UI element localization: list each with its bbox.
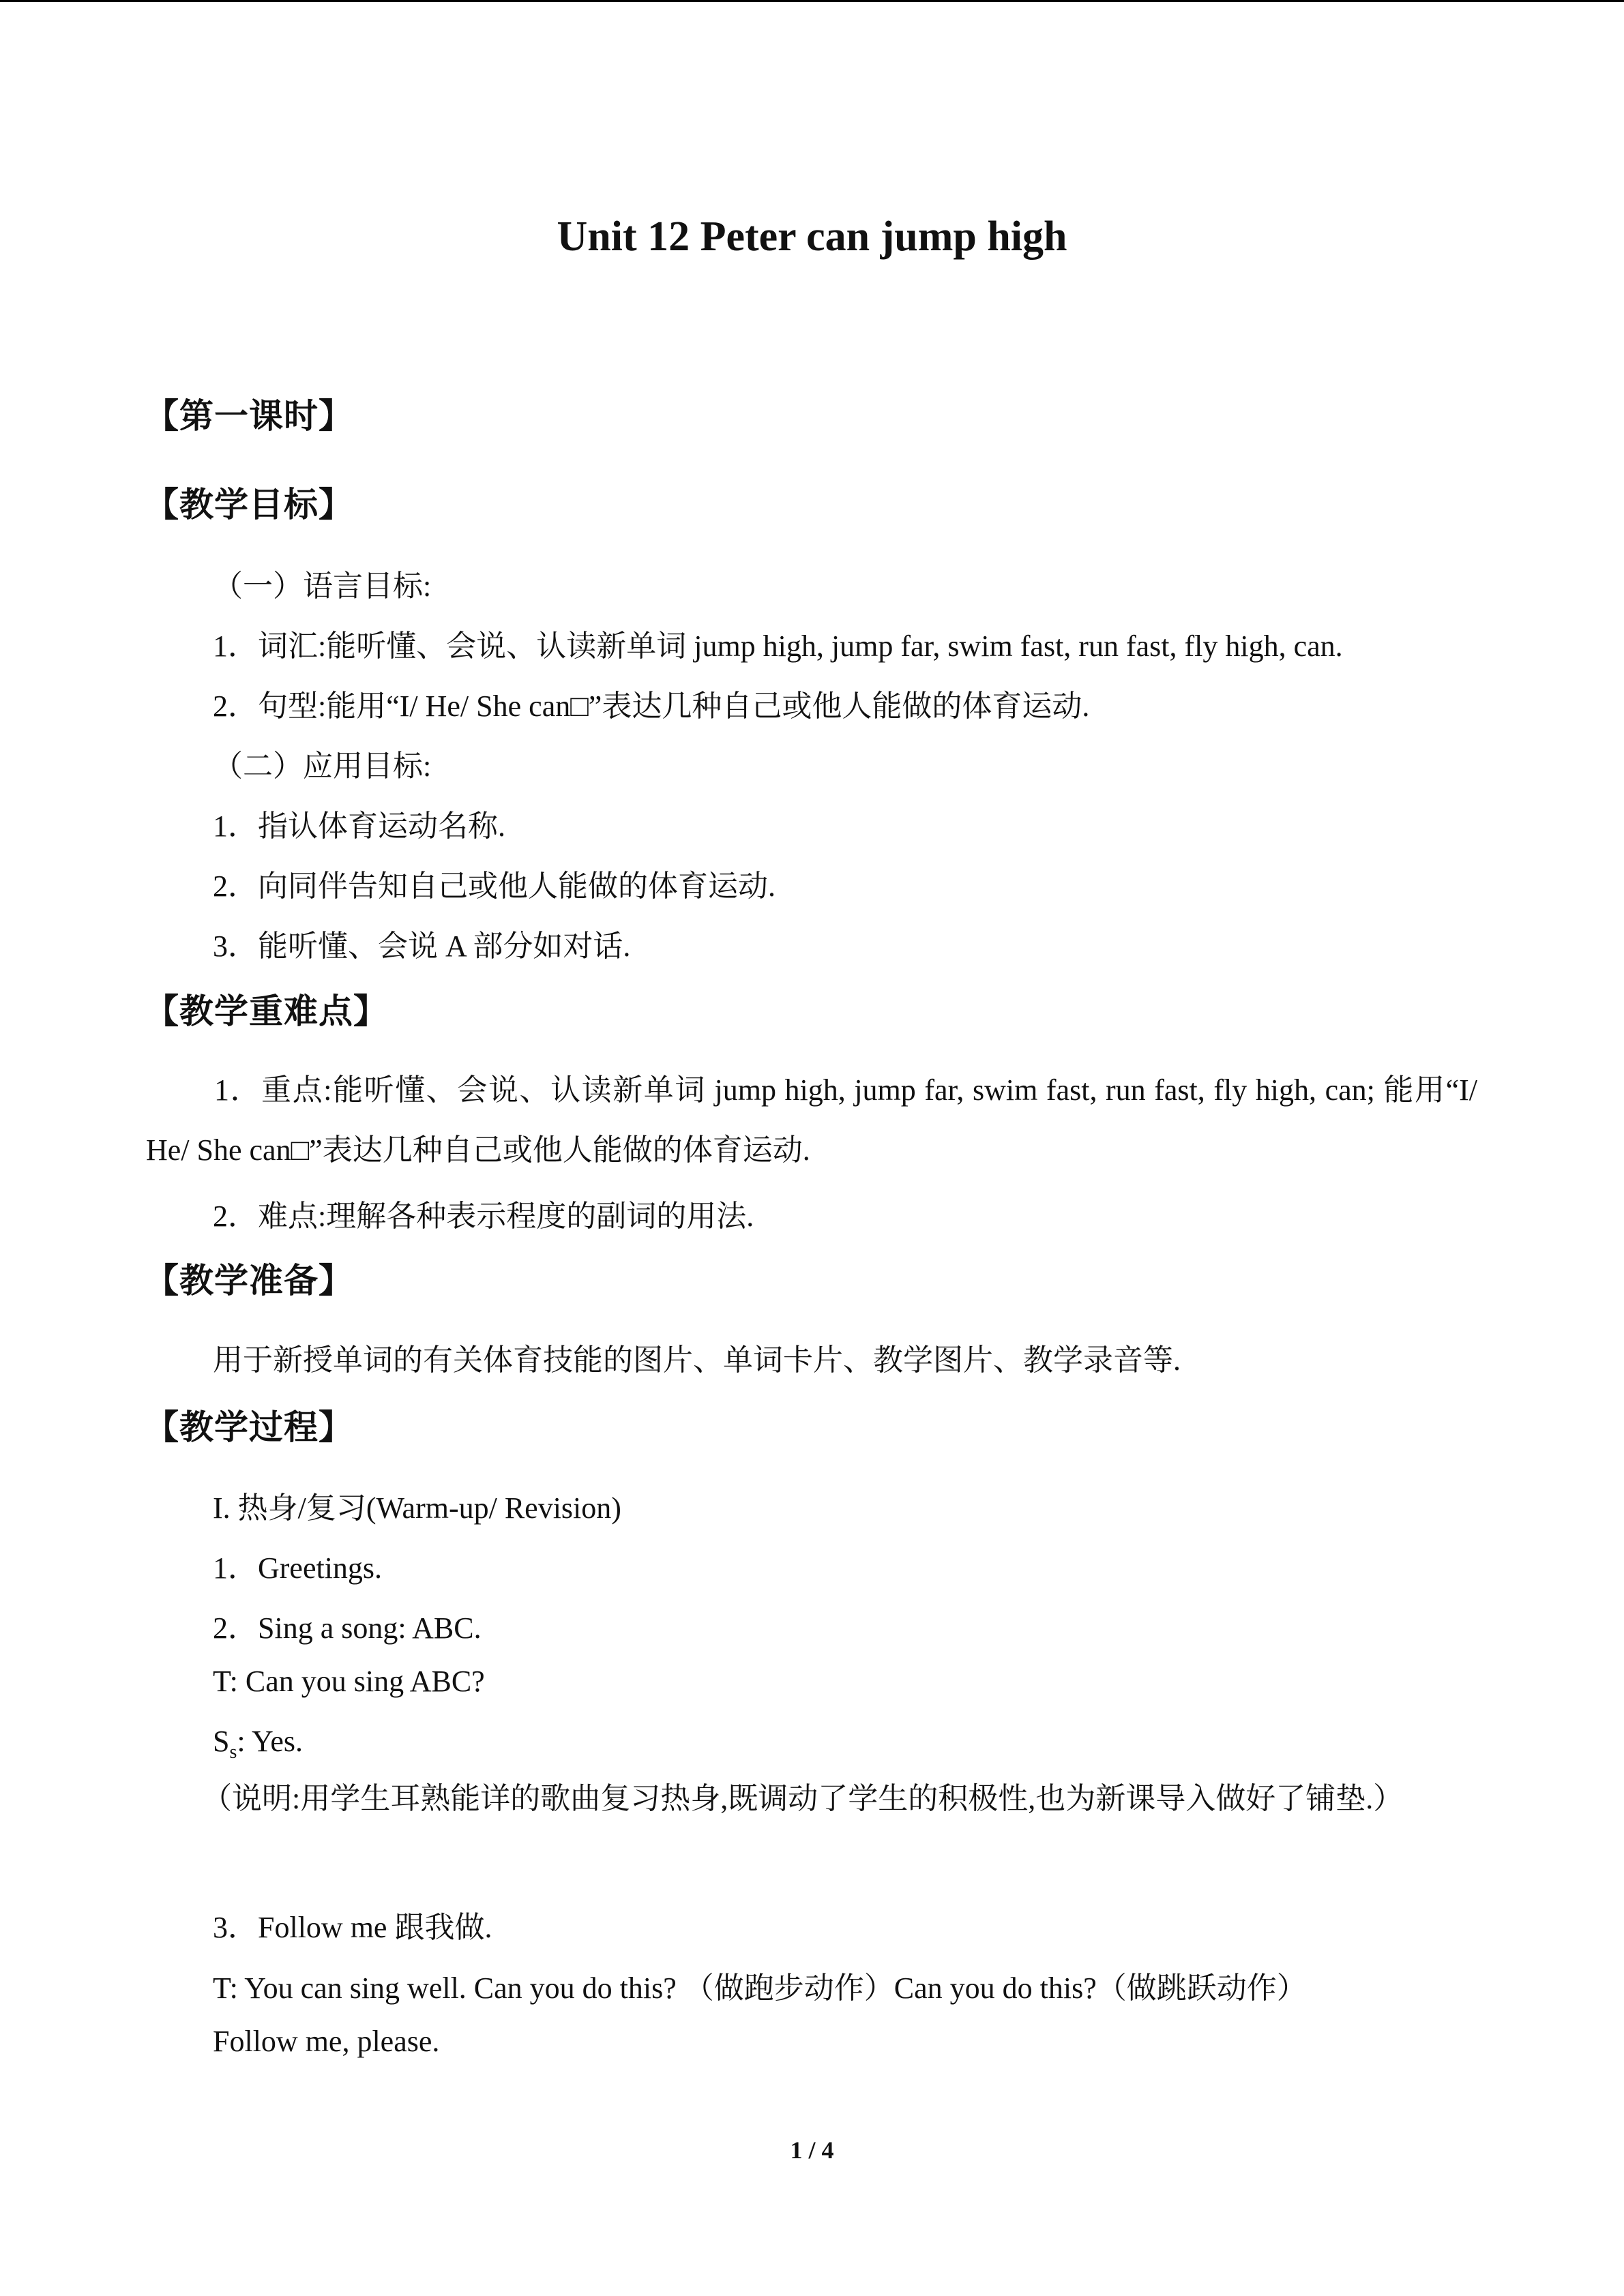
heading-lesson: 【第一课时】 [145,396,353,436]
process-note: （说明:用学生耳熟能详的歌曲复习热身,既调动了学生的积极性,也为新课导入做好了铺垫.） [202,1782,1404,1815]
application-objective-3: 3．能听懂、会说 A 部分如对话. [213,929,631,963]
process-step-1: 1．Greetings. [213,1551,383,1585]
students-prefix: S [213,1725,230,1758]
application-objective-2: 2．向同伴告知自己或他人能做的体育运动. [213,869,776,903]
heading-objectives: 【教学目标】 [145,485,353,524]
page-number: 1 / 4 [790,2136,834,2164]
language-objective-1: 1．词汇:能听懂、会说、认读新单词 jump high, jump far, swim fast, run fast, fly high, can. [213,629,1343,663]
difficulty-point: 2．难点:理解各种表示程度的副词的用法. [213,1199,754,1233]
application-objective-1: 1．指认体育运动名称. [213,809,505,843]
process-step-2: 2．Sing a song: ABC. [213,1611,482,1645]
students-reply: : Yes. [237,1725,304,1758]
preparation-text: 用于新授单词的有关体育技能的图片、单词卡片、教学图片、教学录音等. [213,1343,1181,1377]
application-objectives-title: （二）应用目标: [213,749,432,783]
teacher-line-1: T: Can you sing ABC? [213,1665,485,1698]
key-point: 1．重点:能听懂、会说、认读新单词 jump high, jump far, swim fast, run fast, fly high, can; 能用“I/ He/ She can□”表达几种自己或他人能做的体育运动. [146,1073,1477,1167]
heading-process: 【教学过程】 [145,1407,353,1447]
teacher-line-2: T: You can sing well. Can you do this? （做跑步动作）Can you do this?（做跳跃动作） [213,1971,1307,2005]
language-objectives-title: （一）语言目标: [213,569,432,603]
heading-preparation: 【教学准备】 [145,1261,353,1300]
heading-key-points: 【教学重难点】 [145,992,388,1031]
document-title: Unit 12 Peter can jump high [557,213,1067,260]
process-step-3: 3．Follow me 跟我做. [213,1911,492,1944]
students-line [213,1724,303,1763]
language-objective-2: 2．句型:能用“I/ He/ She can□”表达几种自己或他人能做的体育运动. [213,689,1090,723]
teacher-line-3: Follow me, please. [213,2025,440,2058]
page-top-border [0,0,1624,2]
process-section-1: I. 热身/复习(Warm-up/ Revision) [213,1491,621,1525]
students-subscript: s [229,1741,237,1763]
